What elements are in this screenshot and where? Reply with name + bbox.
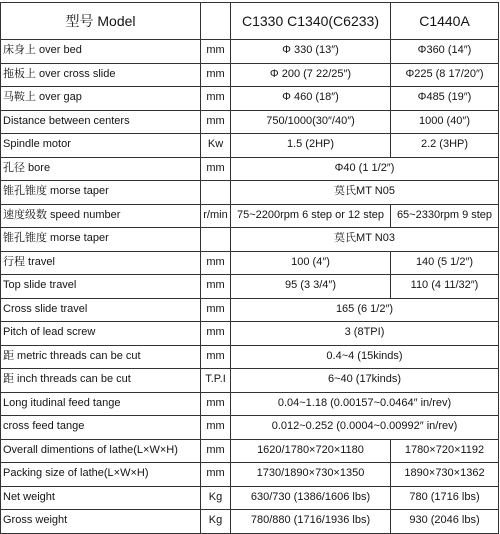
merged-value: 3 (8TPI) <box>231 322 499 346</box>
unit-cell: mm <box>201 157 231 181</box>
value-model-b: 140 (5 1/2″) <box>391 251 499 275</box>
param-label: Packing size of lathe(L×W×H) <box>1 463 201 487</box>
unit-cell <box>201 228 231 252</box>
param-label: 孔径 bore <box>1 157 201 181</box>
param-label: Gross weight <box>1 510 201 534</box>
spec-row <box>1 345 499 369</box>
value-model-b: 1780×720×1192 <box>391 439 499 463</box>
value-model-a: 100 (4″) <box>231 251 391 275</box>
value-model-b: 1000 (40″) <box>391 110 499 134</box>
spec-row <box>1 87 499 111</box>
spec-row <box>1 110 499 134</box>
value-model-b: 110 (4 11/32″) <box>391 275 499 299</box>
unit-header <box>201 3 231 40</box>
spec-row <box>1 181 499 205</box>
merged-value: 165 (6 1/2″) <box>231 298 499 322</box>
spec-row <box>1 463 499 487</box>
model-label: 型号 Model <box>1 3 201 40</box>
spec-row <box>1 63 499 87</box>
unit-cell: Kg <box>201 510 231 534</box>
spec-row <box>1 40 499 64</box>
spec-row <box>1 510 499 534</box>
param-label: 床身上 over bed <box>1 40 201 64</box>
unit-cell: mm <box>201 345 231 369</box>
value-model-a: Φ 200 (7 22/25″) <box>231 63 391 87</box>
unit-cell: r/min <box>201 204 231 228</box>
spec-row <box>1 322 499 346</box>
param-label: Long itudinal feed tange <box>1 392 201 416</box>
value-model-b: 930 (2046 lbs) <box>391 510 499 534</box>
spec-row <box>1 228 499 252</box>
param-label: Distance between centers <box>1 110 201 134</box>
param-label: 锥孔锥度 morse taper <box>1 228 201 252</box>
param-label: 拖板上 over cross slide <box>1 63 201 87</box>
unit-cell: mm <box>201 322 231 346</box>
param-label: 距 metric threads can be cut <box>1 345 201 369</box>
param-label: Spindle motor <box>1 134 201 158</box>
param-label: 马鞍上 over gap <box>1 87 201 111</box>
header-row <box>1 3 499 40</box>
unit-cell: mm <box>201 463 231 487</box>
unit-cell: mm <box>201 40 231 64</box>
value-model-a: Φ 460 (18″) <box>231 87 391 111</box>
param-label: Cross slide travel <box>1 298 201 322</box>
param-label: 行程 travel <box>1 251 201 275</box>
spec-row <box>1 369 499 393</box>
value-model-b: Φ485 (19″) <box>391 87 499 111</box>
model-b-header: C1440A <box>391 3 499 40</box>
unit-cell <box>201 181 231 205</box>
value-model-b: 65~2330rpm 9 step <box>391 204 499 228</box>
unit-cell: mm <box>201 275 231 299</box>
param-label: 锥孔锥度 morse taper <box>1 181 201 205</box>
value-model-a: 75~2200rpm 6 step or 12 step <box>231 204 391 228</box>
value-model-b: 780 (1716 lbs) <box>391 486 499 510</box>
spec-row <box>1 251 499 275</box>
unit-cell: mm <box>201 298 231 322</box>
value-model-a: 780/880 (1716/1936 lbs) <box>231 510 391 534</box>
value-model-b: Φ360 (14″) <box>391 40 499 64</box>
unit-cell: mm <box>201 87 231 111</box>
value-model-a: Φ 330 (13″) <box>231 40 391 64</box>
param-label: Overall dimentions of lathe(L×W×H) <box>1 439 201 463</box>
value-model-b: 2.2 (3HP) <box>391 134 499 158</box>
spec-row <box>1 157 499 181</box>
value-model-a: 630/730 (1386/1606 lbs) <box>231 486 391 510</box>
unit-cell: mm <box>201 110 231 134</box>
merged-value: 0.012~0.252 (0.0004~0.00992″ in/rev) <box>231 416 499 440</box>
spec-row <box>1 298 499 322</box>
value-model-b: 1890×730×1362 <box>391 463 499 487</box>
value-model-b: Φ225 (8 17/20″) <box>391 63 499 87</box>
spec-row <box>1 439 499 463</box>
value-model-a: 1.5 (2HP) <box>231 134 391 158</box>
param-label: Top slide travel <box>1 275 201 299</box>
unit-cell: mm <box>201 251 231 275</box>
param-label: cross feed tange <box>1 416 201 440</box>
param-label: Net weight <box>1 486 201 510</box>
merged-value: 0.04~1.18 (0.00157~0.0464″ in/rev) <box>231 392 499 416</box>
param-label: Pitch of lead screw <box>1 322 201 346</box>
unit-cell: mm <box>201 439 231 463</box>
spec-row <box>1 275 499 299</box>
unit-cell: T.P.I <box>201 369 231 393</box>
unit-cell: Kw <box>201 134 231 158</box>
spec-row <box>1 204 499 228</box>
spec-row <box>1 416 499 440</box>
merged-value: 莫氏MT N03 <box>231 228 499 252</box>
spec-table <box>0 2 499 534</box>
param-label: 距 inch threads can be cut <box>1 369 201 393</box>
spec-row <box>1 134 499 158</box>
merged-value: 0.4~4 (15kinds) <box>231 345 499 369</box>
model-a-header: C1330 C1340(C6233) <box>231 3 391 40</box>
value-model-a: 1620/1780×720×1180 <box>231 439 391 463</box>
value-model-a: 1730/1890×730×1350 <box>231 463 391 487</box>
unit-cell: mm <box>201 63 231 87</box>
merged-value: 6~40 (17kinds) <box>231 369 499 393</box>
param-label: 速度级数 speed number <box>1 204 201 228</box>
spec-row <box>1 486 499 510</box>
value-model-a: 750/1000(30″/40″) <box>231 110 391 134</box>
merged-value: 莫氏MT N05 <box>231 181 499 205</box>
spec-body <box>1 40 499 534</box>
value-model-a: 95 (3 3/4″) <box>231 275 391 299</box>
unit-cell: Kg <box>201 486 231 510</box>
unit-cell: mm <box>201 392 231 416</box>
merged-value: Φ40 (1 1/2″) <box>231 157 499 181</box>
unit-cell: mm <box>201 416 231 440</box>
spec-row <box>1 392 499 416</box>
